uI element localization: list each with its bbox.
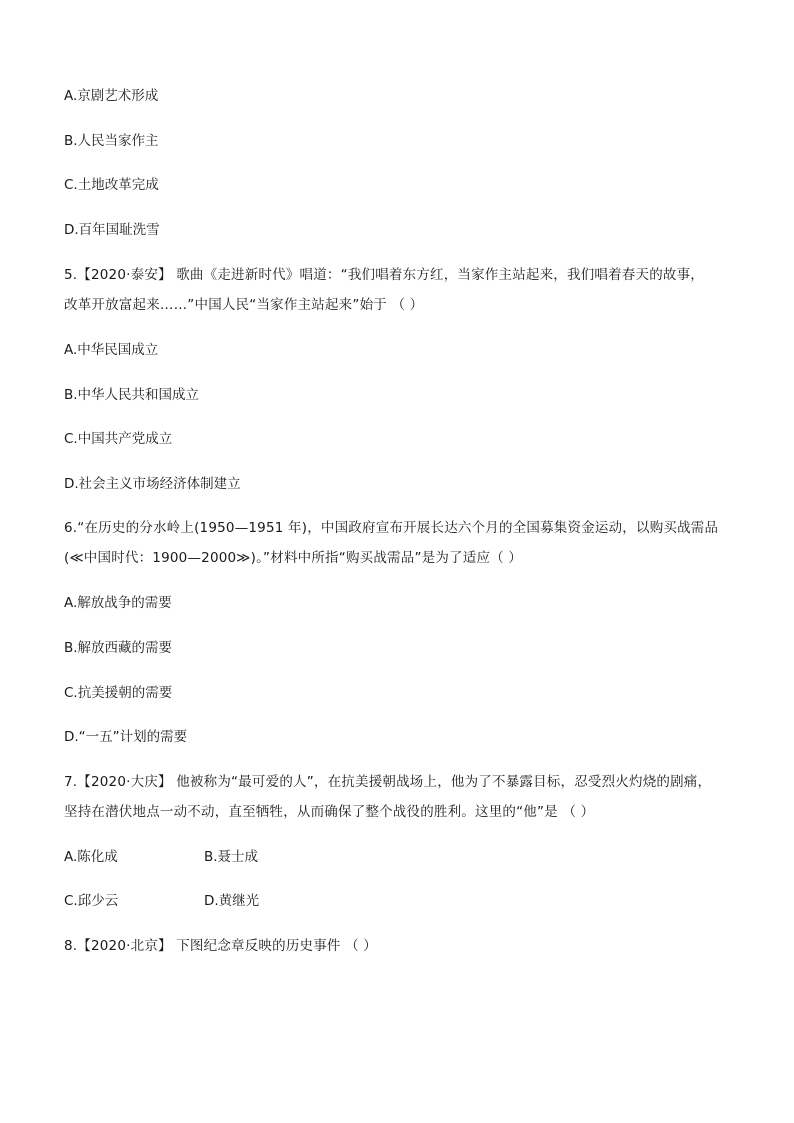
q5-option-b[interactable]: B.中华人民共和国成立 [64,387,200,403]
q4-option-c[interactable]: C.土地改革完成 [64,177,159,193]
q6-option-b[interactable]: B.解放西藏的需要 [64,640,173,656]
q4-option-b[interactable]: B.人民当家作主 [64,133,159,149]
q7-option-c[interactable]: C.邱少云 [64,893,119,909]
q6-stem-line2: (≪中国时代：1900—2000≫)。”材料中所指“购买战需品”是为了适应（ ） [64,550,523,566]
q7-option-d[interactable]: D.黄继光 [204,893,260,909]
q7-options-row2 [64,891,260,911]
q5-option-a[interactable]: A.中华民国成立 [64,342,159,358]
q6-stem-line1: 6.“在历史的分水岭上(1950—1951 年)，中国政府宣布开展长达六个月的全国募集资金运动，以购买战需品 [64,520,719,536]
q5-option-d[interactable]: D.社会主义市场经济体制建立 [64,476,241,492]
q8-stem-line1: 8.【2020·北京】 下图纪念章反映的历史事件 （ ） [64,938,378,954]
q7-option-b[interactable]: B.聂士成 [204,849,259,865]
q6-option-d[interactable]: D.“一五”计划的需要 [64,729,188,745]
q5-stem-line2: 改革开放富起来……”中国人民“当家作主站起来”始于 （ ） [64,297,424,313]
q7-option-a[interactable]: A.陈化成 [64,849,118,865]
q6-option-a[interactable]: A.解放战争的需要 [64,595,172,611]
q7-stem-line1: 7.【2020·大庆】 他被称为“最可爱的人”，在抗美援朝战场上，他为了不暴露目标，忍受烈火灼烧的剧痛， [64,774,712,790]
q4-option-a[interactable]: A.京剧艺术形成 [64,88,159,104]
q5-stem-line1: 5.【2020·泰安】 歌曲《走进新时代》唱道：“我们唱着东方红，当家作主站起来，我们唱着春天的故事， [64,267,705,283]
q4-option-d[interactable]: D.百年国耻洗雪 [64,222,160,238]
q6-option-c[interactable]: C.抗美援朝的需要 [64,685,173,701]
q7-options-row1 [64,847,259,867]
q5-option-c[interactable]: C.中国共产党成立 [64,431,173,447]
q7-stem-line2: 坚持在潜伏地点一动不动，直至牺牲，从而确保了整个战役的胜利。这里的“他”是 （ ） [64,804,595,820]
